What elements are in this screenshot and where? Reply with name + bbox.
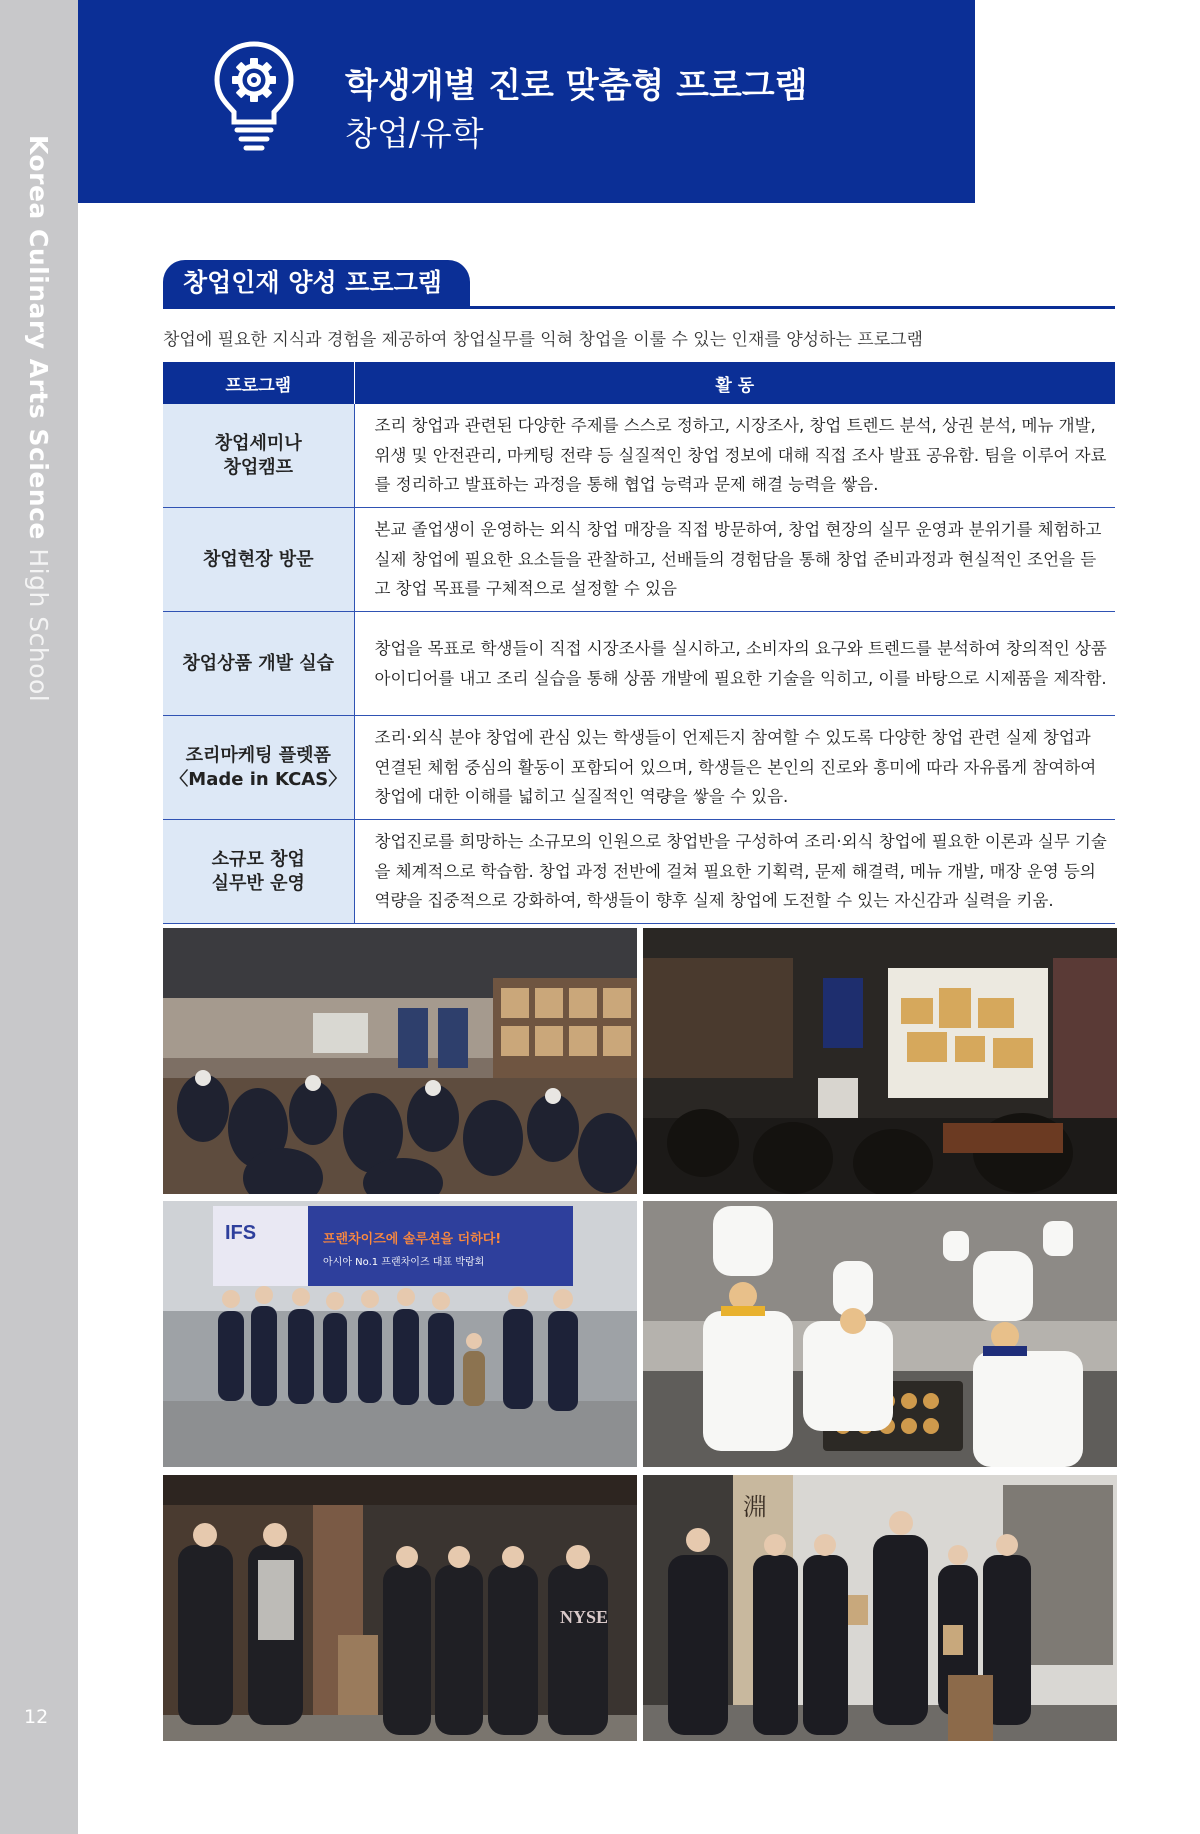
program-name: 창업상품 개발 실습: [182, 652, 335, 674]
program-name-cell: [163, 404, 354, 508]
program-description: 창업을 목표로 학생들이 직접 시장조사를 실시하고, 소비자의 요구와 트렌드를 분석하여 창의적인 상품 아이디어를 내고 조리 실습을 통해 상품 개발에 필요한 기술을 익히고, 이를 바탕으로 시제품을 제작함.: [354, 612, 1115, 716]
side-strip: [0, 0, 78, 1834]
program-description: 조리·외식 분야 창업에 관심 있는 학생들이 언제든지 참여할 수 있도록 다양한 창업 관련 실제 창업과 연결된 체험 중심의 활동이 포함되어 있으며, 학생들은 본인의 진로와 흥미에 따라 자유롭게 참여하여 창업에 대한 이해를 넓히고 실질적인 역량을 쌓을 수 있음.: [354, 716, 1115, 820]
section-intro: 창업에 필요한 지식과 경험을 제공하여 창업실무를 익혀 창업을 이룰 수 있는 인재를 양성하는 프로그램: [163, 330, 923, 350]
program-name-cell: [163, 820, 354, 924]
program-name: 조리마케팅 플렛폼 〈Made in KCAS〉: [170, 744, 347, 790]
page-header: [78, 0, 975, 203]
program-name-cell: [163, 612, 354, 716]
section-divider: [163, 306, 1115, 309]
banner-tagline: 아시아 No.1 프랜차이즈 대표 박람회: [323, 1257, 485, 1268]
table-row: [163, 716, 1115, 820]
program-name-cell: [163, 508, 354, 612]
program-name-cell: [163, 716, 354, 820]
school-name-bold: Korea Culinary Arts Science: [24, 135, 53, 540]
lightbulb-gear-icon: [213, 40, 295, 152]
table-row: [163, 612, 1115, 716]
program-table: [163, 362, 1115, 924]
page-subtitle: 창업/유학: [345, 114, 484, 153]
photo-store-visit-1: [163, 1475, 637, 1741]
column-header-program: 프로그램: [163, 362, 354, 404]
program-description: 조리 창업과 관련된 다양한 주제를 스스로 정하고, 시장조사, 창업 트렌드 분석, 상권 분석, 메뉴 개발, 위생 및 안전관리, 마케팅 전략 등 실질적인 창업 정보에 대해 직접 조사 발표 공유함. 팀을 이루어 자료를 정리하고 발표하는 과정을 통해 협업 능력과 문제 해결 능력을 쌓음.: [354, 404, 1115, 508]
table-row: [163, 404, 1115, 508]
table-row: [163, 820, 1115, 924]
banner-slogan: 프랜차이즈에 솔루션을 더하다!: [323, 1232, 502, 1247]
column-header-activity: 활 동: [354, 362, 1115, 404]
program-name: 창업현장 방문: [202, 548, 314, 570]
photo-store-visit-2: [643, 1475, 1117, 1741]
shop-sign: 淵: [743, 1493, 767, 1521]
program-name: 창업세미나 창업캠프: [214, 432, 302, 478]
school-name-light: High School: [24, 548, 53, 703]
page-number: 12: [24, 1706, 49, 1728]
page-title: 학생개별 진로 맞춤형 프로그램: [345, 66, 808, 106]
program-name: 소규모 창업 실무반 운영: [211, 848, 305, 894]
banner-brand: IFS: [225, 1222, 257, 1244]
jacket-lettering: NYSE: [560, 1607, 609, 1627]
school-name-vertical: [24, 135, 53, 702]
photo-presentation-room: [643, 928, 1117, 1194]
table-row: [163, 508, 1115, 612]
section-title: 창업인재 양성 프로그램: [163, 260, 470, 306]
program-description: 본교 졸업생이 운영하는 외식 창업 매장을 직접 방문하여, 창업 현장의 실무 운영과 분위기를 체험하고 실제 창업에 필요한 요소들을 관찰하고, 선배들의 경험담을 통해 창업 준비과정과 현실적인 조언을 듣고 창업 목표를 구체적으로 설정할 수 있음: [354, 508, 1115, 612]
photo-seminar-hall: [163, 928, 637, 1194]
photo-cooking-practice: [643, 1201, 1117, 1467]
table-header-row: [163, 362, 1115, 404]
photo-franchise-expo: [163, 1201, 637, 1467]
program-description: 창업진로를 희망하는 소규모의 인원으로 창업반을 구성하여 조리·외식 창업에 필요한 이론과 실무 기술을 체계적으로 학습함. 창업 과정 전반에 걸쳐 필요한 기획력, 문제 해결력, 메뉴 개발, 매장 운영 등의 역량을 집중적으로 강화하여, 학생들이 향후 실제 창업에 도전할 수 있는 자신감과 실력을 키움.: [354, 820, 1115, 924]
